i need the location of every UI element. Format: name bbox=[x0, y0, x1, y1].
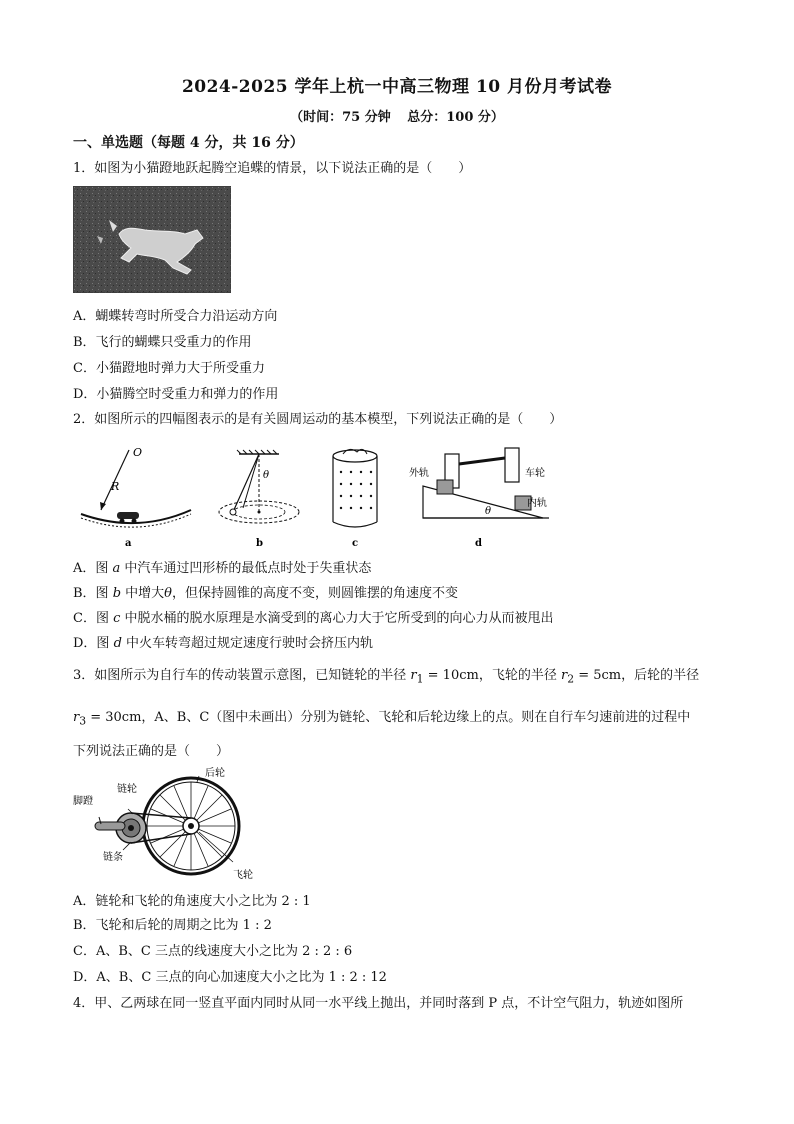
section-heading: 一、单选题（每题 4 分，共 16 分） bbox=[73, 135, 304, 151]
q3-bicycle-figure bbox=[73, 762, 273, 882]
fig-label-a: a bbox=[125, 538, 132, 549]
q1-option-d: D．小猫腾空时受重力和弹力的作用 bbox=[73, 387, 279, 402]
circular-motion-diagrams bbox=[73, 434, 563, 552]
q2-figures bbox=[73, 434, 563, 552]
label-chainring: 链轮 bbox=[117, 784, 137, 795]
fig-label-d: d bbox=[475, 538, 482, 549]
bicycle-drive-diagram bbox=[73, 762, 273, 882]
q1-option-a: A．蝴蝶转弯时所受合力沿运动方向 bbox=[73, 309, 278, 324]
label-inner-rail: 内轨 bbox=[527, 498, 547, 509]
fig-label-c: c bbox=[352, 538, 359, 549]
q3-option-a: A．链轮和飞轮的角速度大小之比为 2 : 1 bbox=[73, 894, 311, 909]
cat-butterfly-image bbox=[73, 186, 231, 293]
label-R: R bbox=[111, 480, 120, 493]
figure-c-spin-dryer bbox=[333, 449, 377, 549]
label-outer-rail: 外轨 bbox=[409, 468, 429, 479]
q1-option-c: C．小猫蹬地时弹力大于所受重力 bbox=[73, 361, 265, 376]
label-chain: 链条 bbox=[103, 852, 123, 863]
label-flywheel: 飞轮 bbox=[233, 870, 253, 881]
label-theta: θ bbox=[263, 470, 270, 481]
label-O: O bbox=[133, 446, 143, 459]
q2-option-b: B．图 b 中增大θ，但保持圆锥的高度不变，则圆锥摆的角速度不变 bbox=[73, 586, 458, 601]
label-theta-d: θ bbox=[485, 506, 492, 517]
q3-option-b: B．飞轮和后轮的周期之比为 1 : 2 bbox=[73, 918, 272, 933]
q3-stem-line3: 下列说法正确的是（ ） bbox=[73, 744, 230, 759]
exam-score: 总分：100 分） bbox=[407, 110, 504, 125]
q2-stem: 2．如图所示的四幅图表示的是有关圆周运动的基本模型，下列说法正确的是（ ） bbox=[73, 412, 563, 427]
q3-option-c: C．A、B、C 三点的线速度大小之比为 2 : 2 : 6 bbox=[73, 944, 353, 959]
q1-option-b: B．飞行的蝴蝶只受重力的作用 bbox=[73, 335, 252, 350]
q3-stem-line2: $r_3 = 30cm$，A、B、C（图中未画出）分别为链轮、飞轮和后轮边缘上的点。则在自行车匀速前进的过程中 bbox=[73, 710, 691, 728]
figure-b-conical-pendulum bbox=[219, 450, 299, 549]
label-rear-wheel: 后轮 bbox=[205, 768, 225, 779]
q2-option-a: A．图 a 中汽车通过凹形桥的最低点时处于失重状态 bbox=[73, 561, 372, 576]
q3-stem-line1: 3．如图所示为自行车的传动装置示意图，已知链轮的半径 $r_1 = 10cm$，飞轮的半径 $r_2 = 5cm$，后轮的半径 bbox=[73, 668, 700, 686]
figure-a-bridge bbox=[81, 446, 191, 549]
figure-d-train-track bbox=[409, 448, 549, 549]
label-pedal: 脚蹬 bbox=[73, 796, 93, 807]
fig-label-b: b bbox=[256, 538, 263, 549]
rear-wheel bbox=[143, 778, 239, 874]
q2-option-c: C．图 c 中脱水桶的脱水原理是水滴受到的离心力大于它所受到的向心力从而被甩出 bbox=[73, 611, 554, 626]
q2-option-d: D．图 d 中火车转弯超过规定速度行驶时会挤压内轨 bbox=[73, 636, 374, 651]
q4-stem: 4．甲、乙两球在同一竖直平面内同时从同一水平线上抛出，并同时落到 P 点，不计空气阻力，轨迹如图所 bbox=[73, 996, 684, 1011]
exam-time: （时间：75 分钟 bbox=[290, 110, 391, 125]
label-wheel: 车轮 bbox=[525, 468, 545, 479]
exam-title: 2024-2025 学年上杭一中高三物理 10 月份月考试卷 bbox=[181, 77, 613, 97]
q3-option-d: D．A、B、C 三点的向心加速度大小之比为 1 : 2 : 12 bbox=[73, 970, 387, 985]
q1-cat-photo bbox=[73, 186, 231, 293]
q1-stem: 1．如图为小猫蹬地跃起腾空追蝶的情景，以下说法正确的是（ ） bbox=[73, 161, 472, 176]
exam-subtitle bbox=[0, 106, 794, 125]
